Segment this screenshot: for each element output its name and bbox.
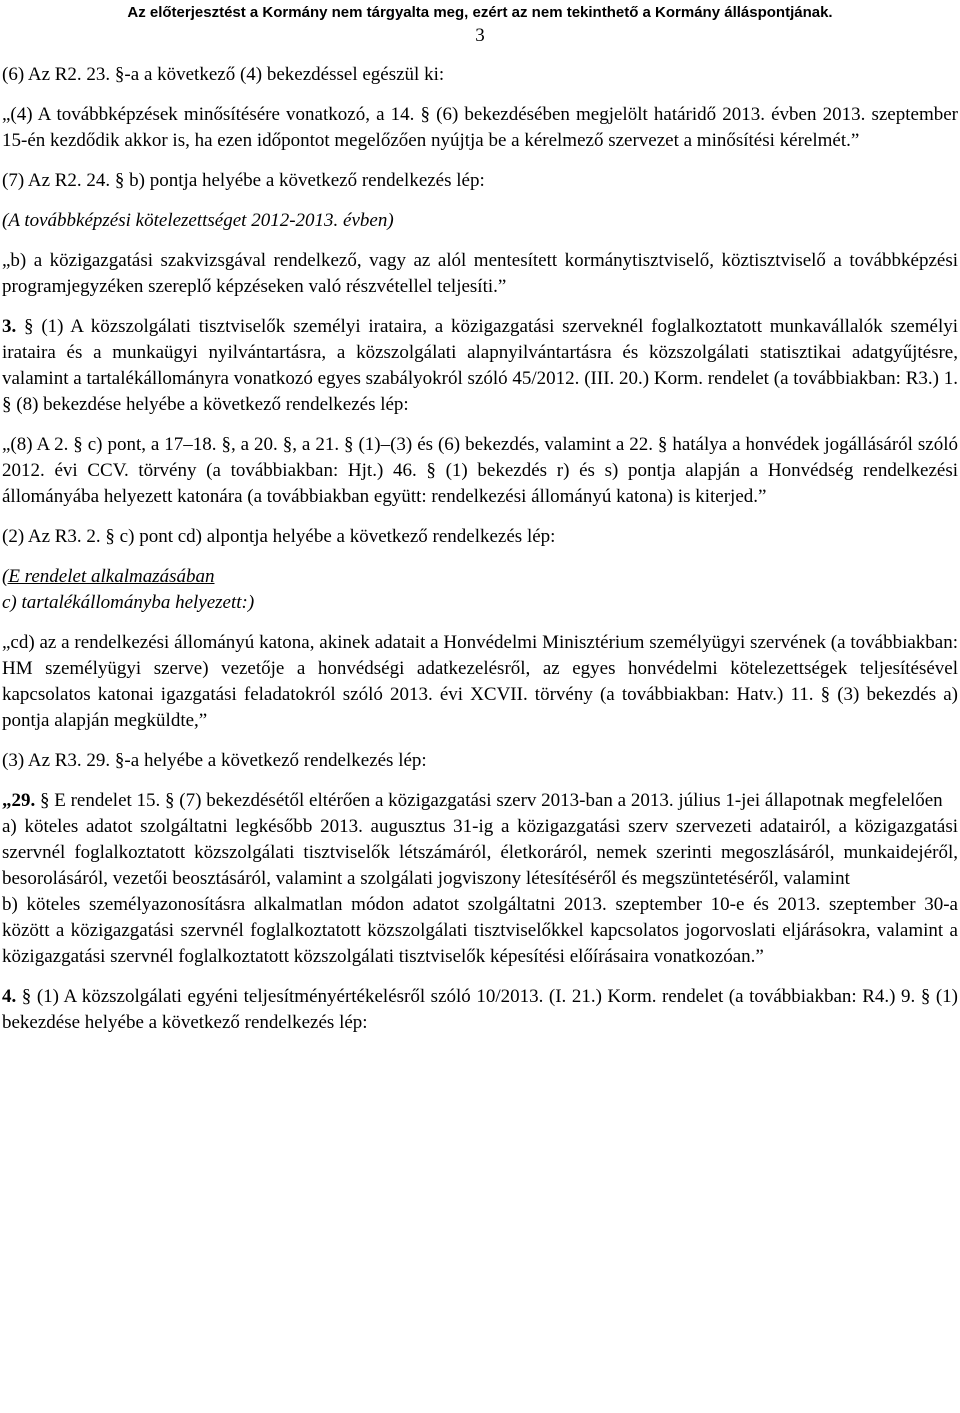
paragraph-quoted-b: „b) a közigazgatási szakvizsgával rendelkező, vagy az alól mentesített kormánytisztviselő, köztisztviselő a továbbképzési programjegyzéken szereplő képzéseken való részvétellel teljesíti.” [2,250,958,297]
paragraph-amendment-6: (6) Az R2. 23. §-a a következő (4) bekezdéssel egészül ki: [2,64,445,85]
paragraph-quoted-29 [2,788,958,814]
paragraph-quoted-4: „(4) A továbbképzések minősítésére vonatkozó, a 14. § (6) bekezdésében megjelölt határidő 2013. évben 2013. szeptember 15-én kezdődik akkor is, ha ezen időpontot megelőzően nyújtja be a kérelmező szervezet a minősítési kérelmét.” [2,104,958,151]
section-4-paragraph [2,984,958,1036]
context-line-1: (E rendelet alkalmazásában [2,566,215,587]
paragraph-amendment-7: (7) Az R2. 24. § b) pontja helyébe a következő rendelkezés lép: [2,170,485,191]
context-line-2: c) tartalékállományba helyezett:) [2,592,255,613]
government-notice-header: Az előterjesztést a Kormány nem tárgyalta meg, ezért az nem tekinthető a Kormány álláspontjának. [127,4,833,21]
paragraph-quoted-cd: „cd) az a rendelkezési állományú katona, akinek adatait a Honvédelmi Minisztérium személyügyi szervének (a továbbiakban: HM személyügyi szerve) vezetője a honvédségi adatkezelésről, az egyes honvédelmi kötelezettségek teljesítésével kapcsolatos katonai igazgatási feladatokról szóló 2013. évi XCVII. törvény (a továbbiakban: Hatv.) 11. § (3) bekezdés a) pontja alapján megküldte,” [2,632,958,731]
section-number: 3. [2,316,17,337]
document-body [2,62,958,1036]
page-number: 3 [475,25,485,46]
section-3-paragraph [2,314,958,418]
section-number: 4. [2,986,17,1007]
paragraph-point-a: a) köteles adatot szolgáltatni legkésőbb 2013. augusztus 31-ig a közigazgatási szerv szervezeti adatairól, a közigazgatási szervnél foglalkoztatott közszolgálati tisztviselők létszámáról, életkoráról, nemek szerinti megoszlásáról, munkaidejéről, besorolásáról, vezetői beosztásáról, valamint a szolgálati jogviszony létesítéséről és megszüntetéséről, valamint [2,816,958,889]
paragraph-amendment-3: (3) Az R3. 29. §-a helyébe a következő rendelkezés lép: [2,750,427,771]
section-text: § (1) A közszolgálati egyéni teljesítményértékelésről szóló 10/2013. (I. 21.) Korm. rendelet (a továbbiakban: R4.) 9. § (1) bekezdése helyébe a következő rendelkezés lép: [2,986,959,1033]
section-number: „29. [2,790,36,811]
paragraph-point-b: b) köteles személyazonosításra alkalmatlan módon adatot szolgáltatni 2013. szeptember 10-e és 2013. szeptember 30-a között a közigazgatási szervnél foglalkoztatott közszolgálati tisztviselőkkel kapcsolatos jogorvoslati eljárásokra, valamint a közigazgatási szervnél foglalkoztatott közszolgálati tisztviselők képesítési előírásaira vonatkozóan.” [2,894,958,967]
paragraph-context-underlined [2,564,958,616]
section-text: § (1) A közszolgálati tisztviselők személyi irataira, a közigazgatási szerveknél foglalkoztatott munkavállalók személyi irataira és a munkaügyi nyilvántartásra, a közszolgálati alapnyilvántartásra és közszolgálati statisztikai adatgyűjtésre, valamint a tartalékállományra vonatkozó egyes szabályokról szóló 45/2012. (III. 20.) Korm. rendelet (a továbbiakban: R3.) 1. § (8) bekezdése helyébe a következő rendelkezés lép: [2,316,958,415]
paragraph-quoted-8: „(8) A 2. § c) pont, a 17–18. §, a 20. §, a 21. § (1)–(3) és (6) bekezdés, valamint a 22. § hatálya a honvédek jogállásáról szóló 2012. évi CCV. törvény (a továbbiakban: Hjt.) 46. § (1) bekezdés r) és s) pontja alapján a Honvédség rendelkezési állományába helyezett katonára (a továbbiakban együtt: rendelkezési állományú katona) is kiterjed.” [2,434,958,507]
paragraph-amendment-2: (2) Az R3. 2. § c) pont cd) alpontja helyébe a következő rendelkezés lép: [2,526,556,547]
section-text: § E rendelet 15. § (7) bekezdésétől eltérően a közigazgatási szerv 2013-ban a 2013. július 1-jei állapotnak megfelelően [40,790,943,811]
paragraph-context-italic: (A továbbképzési kötelezettséget 2012-2013. évben) [2,210,394,231]
